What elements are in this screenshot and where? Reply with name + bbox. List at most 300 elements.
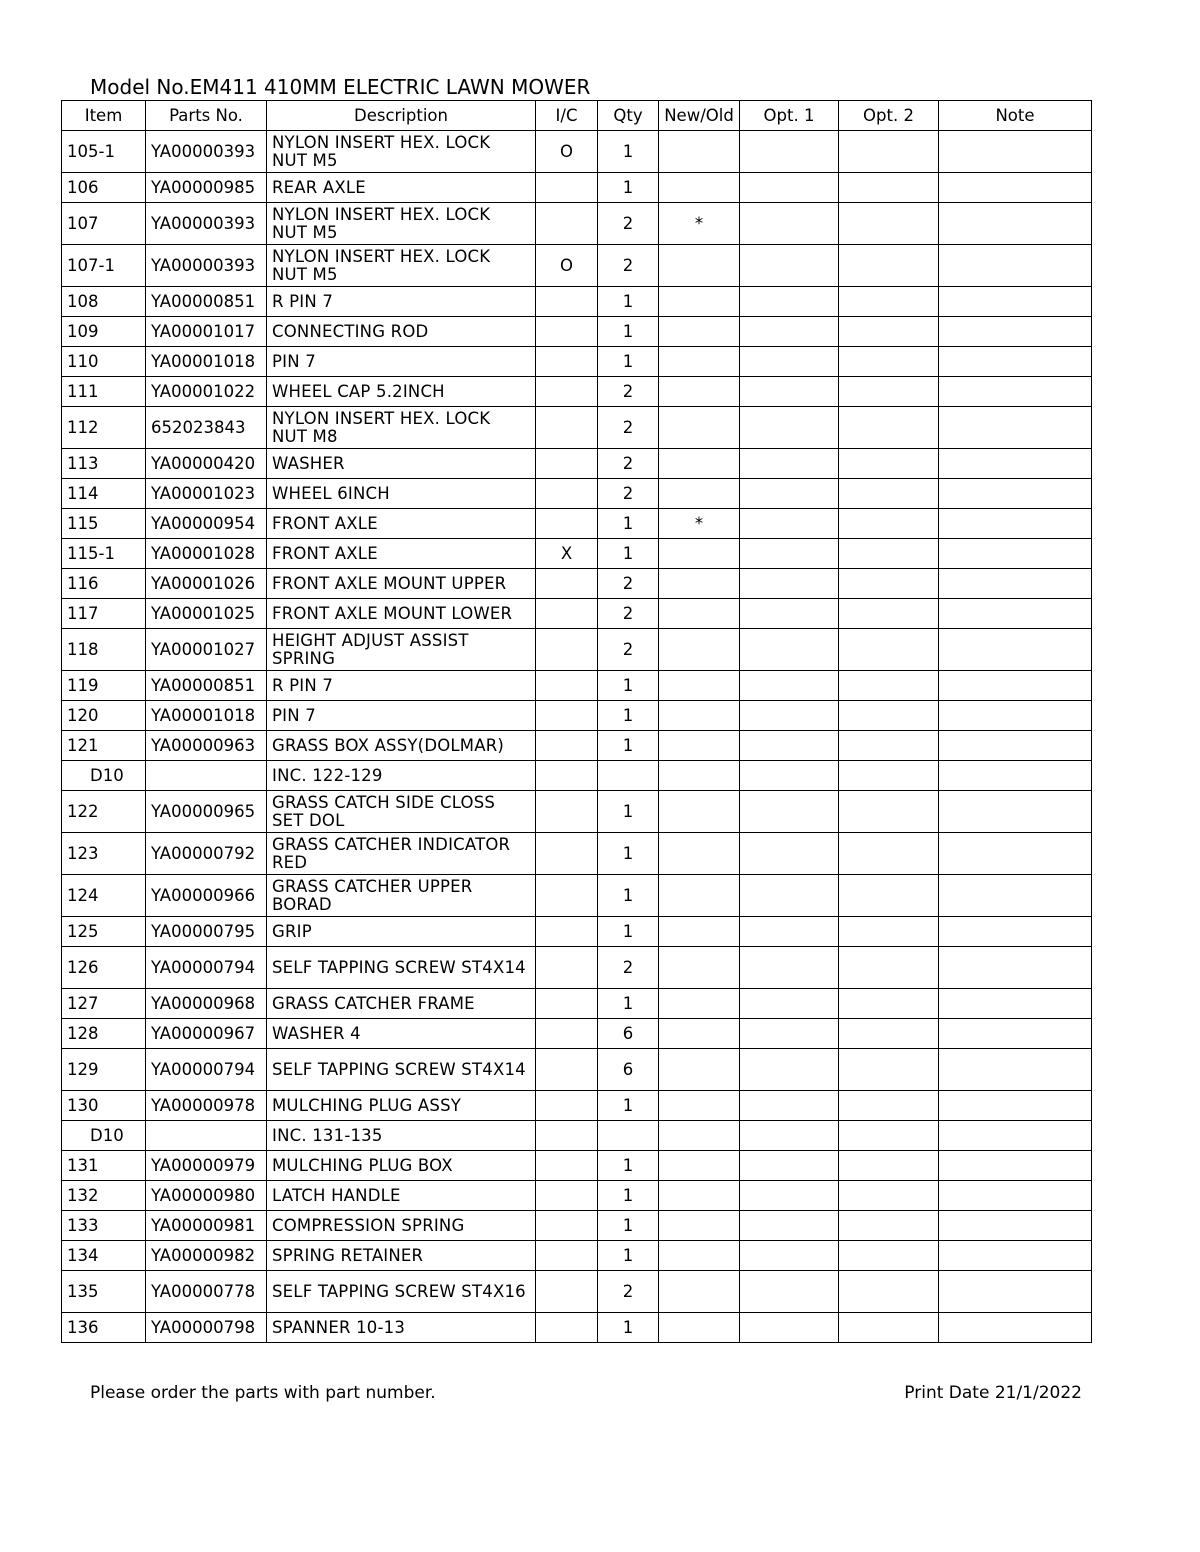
opt2-cell bbox=[839, 479, 939, 509]
opt2-cell bbox=[839, 317, 939, 347]
new-old-cell bbox=[659, 1019, 740, 1049]
description-cell: PIN 7 bbox=[267, 347, 536, 377]
table-row bbox=[62, 569, 1092, 599]
description-cell: R PIN 7 bbox=[267, 287, 536, 317]
column-header: Note bbox=[939, 101, 1092, 131]
qty-cell: 1 bbox=[598, 287, 659, 317]
item-cell: 107 bbox=[62, 203, 146, 245]
ic-cell bbox=[536, 479, 598, 509]
description-cell: COMPRESSION SPRING bbox=[267, 1211, 536, 1241]
opt2-cell bbox=[839, 1151, 939, 1181]
table-row bbox=[62, 203, 1092, 245]
description-cell: MULCHING PLUG ASSY bbox=[267, 1091, 536, 1121]
item-cell: 129 bbox=[62, 1049, 146, 1091]
description-cell: CONNECTING ROD bbox=[267, 317, 536, 347]
part-number-cell: YA00000851 bbox=[146, 287, 267, 317]
new-old-cell bbox=[659, 245, 740, 287]
part-number-cell: YA00000851 bbox=[146, 671, 267, 701]
opt1-cell bbox=[740, 287, 839, 317]
item-cell: 126 bbox=[62, 947, 146, 989]
opt2-cell bbox=[839, 761, 939, 791]
table-row bbox=[62, 947, 1092, 989]
note-cell bbox=[939, 449, 1092, 479]
opt2-cell bbox=[839, 1241, 939, 1271]
table-row bbox=[62, 1313, 1092, 1343]
opt2-cell bbox=[839, 947, 939, 989]
new-old-cell bbox=[659, 1313, 740, 1343]
opt2-cell bbox=[839, 731, 939, 761]
table-row bbox=[62, 539, 1092, 569]
opt1-cell bbox=[740, 377, 839, 407]
opt1-cell bbox=[740, 509, 839, 539]
new-old-cell bbox=[659, 1271, 740, 1313]
new-old-cell bbox=[659, 833, 740, 875]
ic-cell bbox=[536, 377, 598, 407]
item-cell: 128 bbox=[62, 1019, 146, 1049]
description-cell: R PIN 7 bbox=[267, 671, 536, 701]
table-row bbox=[62, 629, 1092, 671]
description-cell: WHEEL 6INCH bbox=[267, 479, 536, 509]
opt1-cell bbox=[740, 317, 839, 347]
ic-cell bbox=[536, 203, 598, 245]
item-cell: 109 bbox=[62, 317, 146, 347]
table-row bbox=[62, 287, 1092, 317]
description-cell: REAR AXLE bbox=[267, 173, 536, 203]
description-cell: NYLON INSERT HEX. LOCK NUT M5 bbox=[267, 245, 536, 287]
item-cell: 120 bbox=[62, 701, 146, 731]
new-old-cell bbox=[659, 449, 740, 479]
opt2-cell bbox=[839, 449, 939, 479]
opt2-cell bbox=[839, 377, 939, 407]
ic-cell bbox=[536, 1121, 598, 1151]
opt1-cell bbox=[740, 1181, 839, 1211]
column-header: Parts No. bbox=[146, 101, 267, 131]
ic-cell bbox=[536, 1181, 598, 1211]
description-cell: GRASS CATCHER INDICATOR RED bbox=[267, 833, 536, 875]
part-number-cell: YA00000963 bbox=[146, 731, 267, 761]
new-old-cell bbox=[659, 173, 740, 203]
opt2-cell bbox=[839, 1271, 939, 1313]
description-cell: SELF TAPPING SCREW ST4X14 bbox=[267, 947, 536, 989]
opt2-cell bbox=[839, 1121, 939, 1151]
qty-cell: 1 bbox=[598, 1241, 659, 1271]
item-cell: D10 bbox=[62, 761, 146, 791]
ic-cell bbox=[536, 701, 598, 731]
qty-cell: 1 bbox=[598, 173, 659, 203]
note-cell bbox=[939, 1211, 1092, 1241]
qty-cell: 1 bbox=[598, 875, 659, 917]
description-cell: MULCHING PLUG BOX bbox=[267, 1151, 536, 1181]
order-note: Please order the parts with part number. bbox=[90, 1383, 436, 1403]
ic-cell bbox=[536, 173, 598, 203]
document-title: Model No.EM411 410MM ELECTRIC LAWN MOWER bbox=[90, 75, 591, 99]
table-row bbox=[62, 509, 1092, 539]
opt1-cell bbox=[740, 761, 839, 791]
item-cell: 108 bbox=[62, 287, 146, 317]
qty-cell: 1 bbox=[598, 1211, 659, 1241]
opt2-cell bbox=[839, 599, 939, 629]
new-old-cell bbox=[659, 407, 740, 449]
new-old-cell bbox=[659, 917, 740, 947]
part-number-cell: YA00000778 bbox=[146, 1271, 267, 1313]
part-number-cell: YA00000968 bbox=[146, 989, 267, 1019]
note-cell bbox=[939, 1121, 1092, 1151]
new-old-cell bbox=[659, 1241, 740, 1271]
note-cell bbox=[939, 317, 1092, 347]
new-old-cell bbox=[659, 1121, 740, 1151]
table-row bbox=[62, 245, 1092, 287]
table-row bbox=[62, 1019, 1092, 1049]
opt1-cell bbox=[740, 245, 839, 287]
note-cell bbox=[939, 377, 1092, 407]
part-number-cell: YA00000393 bbox=[146, 203, 267, 245]
opt1-cell bbox=[740, 1271, 839, 1313]
qty-cell: 1 bbox=[598, 1091, 659, 1121]
opt1-cell bbox=[740, 131, 839, 173]
note-cell bbox=[939, 629, 1092, 671]
part-number-cell: YA00000978 bbox=[146, 1091, 267, 1121]
part-number-cell: YA00000981 bbox=[146, 1211, 267, 1241]
note-cell bbox=[939, 347, 1092, 377]
item-cell: 105-1 bbox=[62, 131, 146, 173]
part-number-cell: YA00000420 bbox=[146, 449, 267, 479]
part-number-cell: YA00000965 bbox=[146, 791, 267, 833]
opt2-cell bbox=[839, 629, 939, 671]
description-cell: GRIP bbox=[267, 917, 536, 947]
description-cell: PIN 7 bbox=[267, 701, 536, 731]
table-row bbox=[62, 449, 1092, 479]
qty-cell: 2 bbox=[598, 407, 659, 449]
ic-cell bbox=[536, 731, 598, 761]
opt1-cell bbox=[740, 449, 839, 479]
description-cell: FRONT AXLE MOUNT LOWER bbox=[267, 599, 536, 629]
item-cell: 131 bbox=[62, 1151, 146, 1181]
qty-cell: 6 bbox=[598, 1049, 659, 1091]
description-cell: GRASS CATCHER FRAME bbox=[267, 989, 536, 1019]
qty-cell: 2 bbox=[598, 449, 659, 479]
ic-cell bbox=[536, 671, 598, 701]
opt1-cell bbox=[740, 947, 839, 989]
ic-cell bbox=[536, 1211, 598, 1241]
qty-cell: 1 bbox=[598, 131, 659, 173]
opt1-cell bbox=[740, 173, 839, 203]
description-cell: INC. 131-135 bbox=[267, 1121, 536, 1151]
ic-cell bbox=[536, 287, 598, 317]
table-row bbox=[62, 131, 1092, 173]
ic-cell: X bbox=[536, 539, 598, 569]
note-cell bbox=[939, 1049, 1092, 1091]
description-cell: FRONT AXLE MOUNT UPPER bbox=[267, 569, 536, 599]
ic-cell bbox=[536, 989, 598, 1019]
qty-cell: 1 bbox=[598, 509, 659, 539]
part-number-cell: YA00000795 bbox=[146, 917, 267, 947]
opt1-cell bbox=[740, 791, 839, 833]
table-row bbox=[62, 173, 1092, 203]
item-cell: 119 bbox=[62, 671, 146, 701]
qty-cell: 2 bbox=[598, 1271, 659, 1313]
ic-cell bbox=[536, 1313, 598, 1343]
column-header: Opt. 1 bbox=[740, 101, 839, 131]
item-cell: 136 bbox=[62, 1313, 146, 1343]
qty-cell: 1 bbox=[598, 1151, 659, 1181]
opt2-cell bbox=[839, 917, 939, 947]
qty-cell: 1 bbox=[598, 317, 659, 347]
table-row bbox=[62, 731, 1092, 761]
item-cell: 107-1 bbox=[62, 245, 146, 287]
note-cell bbox=[939, 1181, 1092, 1211]
table-row bbox=[62, 347, 1092, 377]
note-cell bbox=[939, 287, 1092, 317]
new-old-cell bbox=[659, 599, 740, 629]
qty-cell: 1 bbox=[598, 701, 659, 731]
qty-cell: 1 bbox=[598, 1181, 659, 1211]
item-cell: 135 bbox=[62, 1271, 146, 1313]
opt2-cell bbox=[839, 791, 939, 833]
opt2-cell bbox=[839, 287, 939, 317]
item-cell: 113 bbox=[62, 449, 146, 479]
item-cell: 106 bbox=[62, 173, 146, 203]
table-row bbox=[62, 377, 1092, 407]
new-old-cell bbox=[659, 377, 740, 407]
opt1-cell bbox=[740, 671, 839, 701]
table-row bbox=[62, 1241, 1092, 1271]
note-cell bbox=[939, 761, 1092, 791]
qty-cell: 2 bbox=[598, 479, 659, 509]
ic-cell bbox=[536, 1151, 598, 1181]
note-cell bbox=[939, 173, 1092, 203]
part-number-cell: YA00000393 bbox=[146, 131, 267, 173]
description-cell: WASHER 4 bbox=[267, 1019, 536, 1049]
qty-cell: 6 bbox=[598, 1019, 659, 1049]
note-cell bbox=[939, 509, 1092, 539]
qty-cell: 1 bbox=[598, 671, 659, 701]
opt1-cell bbox=[740, 1151, 839, 1181]
qty-cell: 2 bbox=[598, 947, 659, 989]
opt1-cell bbox=[740, 1049, 839, 1091]
opt1-cell bbox=[740, 599, 839, 629]
table-body bbox=[62, 131, 1092, 1343]
part-number-cell bbox=[146, 1121, 267, 1151]
note-cell bbox=[939, 245, 1092, 287]
opt2-cell bbox=[839, 569, 939, 599]
opt2-cell bbox=[839, 509, 939, 539]
part-number-cell: YA00001018 bbox=[146, 347, 267, 377]
table-row bbox=[62, 671, 1092, 701]
note-cell bbox=[939, 1313, 1092, 1343]
part-number-cell bbox=[146, 761, 267, 791]
ic-cell: O bbox=[536, 245, 598, 287]
table-row bbox=[62, 317, 1092, 347]
opt2-cell bbox=[839, 1091, 939, 1121]
opt1-cell bbox=[740, 1091, 839, 1121]
note-cell bbox=[939, 791, 1092, 833]
ic-cell bbox=[536, 1019, 598, 1049]
qty-cell: 1 bbox=[598, 833, 659, 875]
opt2-cell bbox=[839, 1019, 939, 1049]
new-old-cell: * bbox=[659, 509, 740, 539]
opt1-cell bbox=[740, 917, 839, 947]
new-old-cell bbox=[659, 287, 740, 317]
note-cell bbox=[939, 989, 1092, 1019]
part-number-cell: YA00001025 bbox=[146, 599, 267, 629]
opt1-cell bbox=[740, 833, 839, 875]
opt1-cell bbox=[740, 701, 839, 731]
item-cell: 125 bbox=[62, 917, 146, 947]
note-cell bbox=[939, 671, 1092, 701]
description-cell: GRASS CATCH SIDE CLOSS SET DOL bbox=[267, 791, 536, 833]
description-cell: LATCH HANDLE bbox=[267, 1181, 536, 1211]
opt2-cell bbox=[839, 203, 939, 245]
description-cell: FRONT AXLE bbox=[267, 539, 536, 569]
new-old-cell bbox=[659, 989, 740, 1019]
item-cell: 133 bbox=[62, 1211, 146, 1241]
opt2-cell bbox=[839, 245, 939, 287]
qty-cell: 1 bbox=[598, 347, 659, 377]
opt1-cell bbox=[740, 1211, 839, 1241]
item-cell: 132 bbox=[62, 1181, 146, 1211]
note-cell bbox=[939, 701, 1092, 731]
item-cell: 114 bbox=[62, 479, 146, 509]
note-cell bbox=[939, 407, 1092, 449]
qty-cell: 2 bbox=[598, 203, 659, 245]
description-cell: SPANNER 10-13 bbox=[267, 1313, 536, 1343]
qty-cell: 2 bbox=[598, 245, 659, 287]
part-number-cell: YA00000798 bbox=[146, 1313, 267, 1343]
new-old-cell bbox=[659, 569, 740, 599]
ic-cell bbox=[536, 347, 598, 377]
item-cell: 117 bbox=[62, 599, 146, 629]
opt2-cell bbox=[839, 1049, 939, 1091]
opt2-cell bbox=[839, 131, 939, 173]
part-number-cell: YA00001022 bbox=[146, 377, 267, 407]
note-cell bbox=[939, 947, 1092, 989]
opt2-cell bbox=[839, 1181, 939, 1211]
qty-cell: 2 bbox=[598, 569, 659, 599]
note-cell bbox=[939, 203, 1092, 245]
print-date: Print Date 21/1/2022 bbox=[904, 1383, 1082, 1403]
part-number-cell: YA00000985 bbox=[146, 173, 267, 203]
opt2-cell bbox=[839, 1313, 939, 1343]
part-number-cell: YA00001028 bbox=[146, 539, 267, 569]
opt1-cell bbox=[740, 1019, 839, 1049]
new-old-cell bbox=[659, 1181, 740, 1211]
ic-cell bbox=[536, 449, 598, 479]
column-header: Description bbox=[267, 101, 536, 131]
description-cell: SELF TAPPING SCREW ST4X16 bbox=[267, 1271, 536, 1313]
new-old-cell bbox=[659, 629, 740, 671]
ic-cell: O bbox=[536, 131, 598, 173]
opt1-cell bbox=[740, 1241, 839, 1271]
item-cell: 118 bbox=[62, 629, 146, 671]
opt1-cell bbox=[740, 989, 839, 1019]
part-number-cell: 652023843 bbox=[146, 407, 267, 449]
new-old-cell bbox=[659, 1151, 740, 1181]
opt2-cell bbox=[839, 539, 939, 569]
item-cell: 115 bbox=[62, 509, 146, 539]
item-cell: 127 bbox=[62, 989, 146, 1019]
new-old-cell bbox=[659, 731, 740, 761]
new-old-cell bbox=[659, 131, 740, 173]
new-old-cell bbox=[659, 947, 740, 989]
opt2-cell bbox=[839, 989, 939, 1019]
note-cell bbox=[939, 917, 1092, 947]
description-cell: INC. 122-129 bbox=[267, 761, 536, 791]
table-row bbox=[62, 1049, 1092, 1091]
item-cell: 110 bbox=[62, 347, 146, 377]
part-number-cell: YA00001018 bbox=[146, 701, 267, 731]
note-cell bbox=[939, 833, 1092, 875]
table-row bbox=[62, 875, 1092, 917]
opt1-cell bbox=[740, 203, 839, 245]
item-cell: 122 bbox=[62, 791, 146, 833]
opt2-cell bbox=[839, 407, 939, 449]
part-number-cell: YA00000982 bbox=[146, 1241, 267, 1271]
note-cell bbox=[939, 131, 1092, 173]
opt1-cell bbox=[740, 479, 839, 509]
description-cell: GRASS CATCHER UPPER BORAD bbox=[267, 875, 536, 917]
table-row bbox=[62, 833, 1092, 875]
note-cell bbox=[939, 875, 1092, 917]
note-cell bbox=[939, 539, 1092, 569]
part-number-cell: YA00001026 bbox=[146, 569, 267, 599]
part-number-cell: YA00000393 bbox=[146, 245, 267, 287]
new-old-cell: * bbox=[659, 203, 740, 245]
ic-cell bbox=[536, 761, 598, 791]
note-cell bbox=[939, 731, 1092, 761]
header-row bbox=[62, 101, 1092, 131]
new-old-cell bbox=[659, 1091, 740, 1121]
item-cell: 121 bbox=[62, 731, 146, 761]
qty-cell: 2 bbox=[598, 629, 659, 671]
description-cell: SELF TAPPING SCREW ST4X14 bbox=[267, 1049, 536, 1091]
new-old-cell bbox=[659, 791, 740, 833]
new-old-cell bbox=[659, 701, 740, 731]
description-cell: NYLON INSERT HEX. LOCK NUT M5 bbox=[267, 131, 536, 173]
opt2-cell bbox=[839, 701, 939, 731]
description-cell: FRONT AXLE bbox=[267, 509, 536, 539]
description-cell: WHEEL CAP 5.2INCH bbox=[267, 377, 536, 407]
table-header bbox=[62, 101, 1092, 131]
table-row bbox=[62, 1211, 1092, 1241]
description-cell: HEIGHT ADJUST ASSIST SPRING bbox=[267, 629, 536, 671]
ic-cell bbox=[536, 509, 598, 539]
opt1-cell bbox=[740, 1121, 839, 1151]
column-header: New/Old bbox=[659, 101, 740, 131]
ic-cell bbox=[536, 629, 598, 671]
item-cell: 115-1 bbox=[62, 539, 146, 569]
table-row bbox=[62, 1181, 1092, 1211]
part-number-cell: YA00000966 bbox=[146, 875, 267, 917]
ic-cell bbox=[536, 407, 598, 449]
opt2-cell bbox=[839, 833, 939, 875]
opt2-cell bbox=[839, 875, 939, 917]
table-row bbox=[62, 761, 1092, 791]
opt1-cell bbox=[740, 569, 839, 599]
table-row bbox=[62, 1121, 1092, 1151]
part-number-cell: YA00000954 bbox=[146, 509, 267, 539]
item-cell: 134 bbox=[62, 1241, 146, 1271]
description-cell: NYLON INSERT HEX. LOCK NUT M5 bbox=[267, 203, 536, 245]
column-header: Qty bbox=[598, 101, 659, 131]
table-row bbox=[62, 917, 1092, 947]
table-row bbox=[62, 1091, 1092, 1121]
note-cell bbox=[939, 1091, 1092, 1121]
new-old-cell bbox=[659, 761, 740, 791]
new-old-cell bbox=[659, 1211, 740, 1241]
new-old-cell bbox=[659, 347, 740, 377]
note-cell bbox=[939, 599, 1092, 629]
item-cell: 130 bbox=[62, 1091, 146, 1121]
